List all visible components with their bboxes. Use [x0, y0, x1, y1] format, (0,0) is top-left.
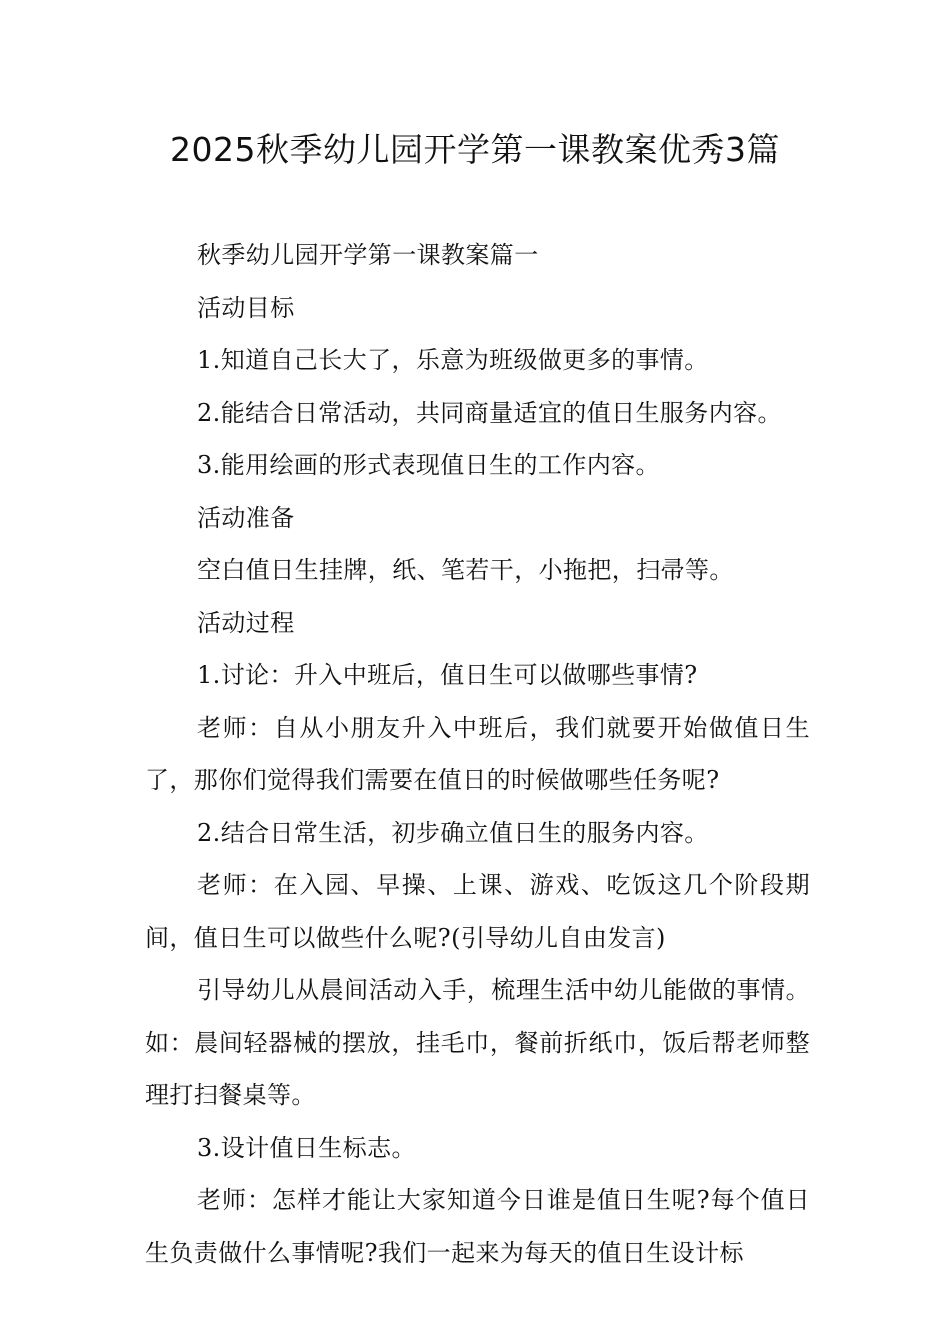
paragraph: 3.能用绘画的形式表现值日生的工作内容。 — [197, 451, 660, 479]
subsection-heading: 活动准备 — [197, 503, 295, 532]
section-heading: 秋季幼儿园开学第一课教案篇一 — [197, 241, 539, 269]
paragraph: 2.结合日常生活，初步确立值日生的服务内容。 — [197, 818, 709, 847]
paragraph: 2.能结合日常活动，共同商量适宜的值日生服务内容。 — [197, 398, 782, 427]
paragraph: 1.讨论：升入中班后，值日生可以做哪些事情? — [197, 661, 698, 689]
document-title: 2025秋季幼儿园开学第一课教案优秀3篇 — [170, 130, 780, 169]
subsection-heading: 活动过程 — [197, 608, 295, 637]
paragraph: 引导幼儿从晨间活动入手，梳理生活中幼儿能做的事情。如：晨间轻器械的摆放，挂毛巾，餐前折纸巾，饭后帮老师整理打扫餐桌等。 — [145, 976, 810, 1109]
paragraph: 老师：在入园、早操、上课、游戏、吃饭这几个阶段期间，值日生可以做些什么呢?(引导幼儿自由发言) — [145, 871, 810, 952]
paragraph: 3.设计值日生标志。 — [197, 1133, 416, 1162]
paragraph: 1.知道自己长大了，乐意为班级做更多的事情。 — [197, 346, 709, 374]
paragraph: 老师：自从小朋友升入中班后，我们就要开始做值日生了，那你们觉得我们需要在值日的时候做哪些任务呢? — [145, 713, 810, 794]
paragraph: 空白值日生挂牌，纸、笔若干，小拖把，扫帚等。 — [197, 556, 734, 584]
subsection-heading: 活动目标 — [197, 293, 295, 322]
document-body — [145, 229, 810, 1279]
paragraph: 老师：怎样才能让大家知道今日谁是值日生呢?每个值日生负责做什么事情呢?我们一起来为每天的值日生设计标 — [145, 1186, 810, 1267]
